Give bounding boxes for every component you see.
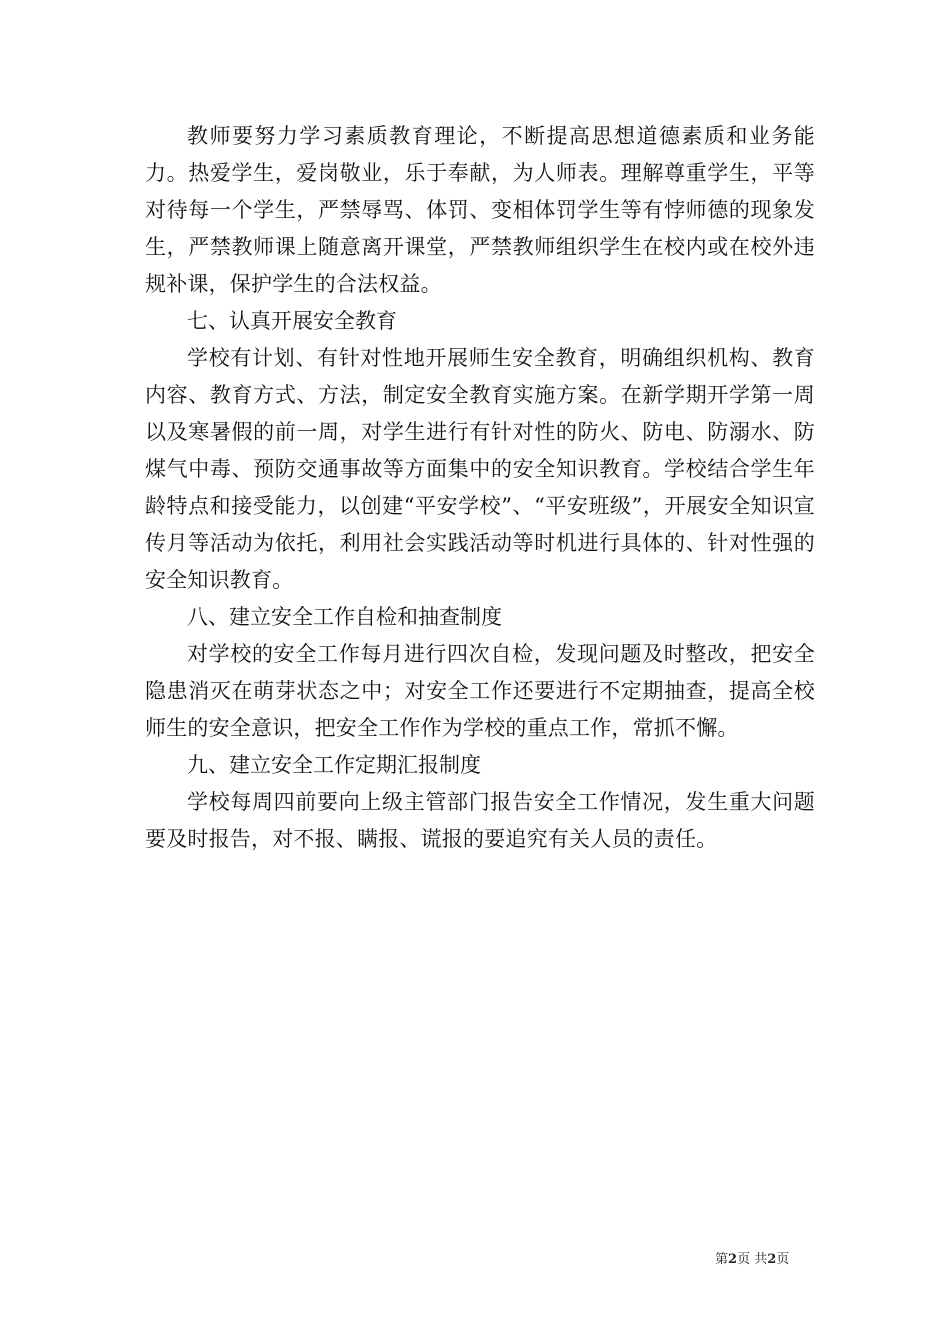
section-heading-9: 九、建立安全工作定期汇报制度 [187, 753, 481, 777]
footer-middle: 页 共 [737, 1252, 768, 1267]
paragraph-teacher-ethics: 教师要努力学习素质教育理论，不断提高思想道德素质和业务能力。热爱学生，爱岗敬业，乐于奉献，为人师表。理解尊重学生，平等对待每一个学生，严禁辱骂、体罚、变相体罚学生等有悖师德的现象发生，严禁教师课上随意离开课堂，严禁教师组织学生在校内或在校外违规补课，保护学生的合法权益。 [145, 124, 815, 296]
document-body [145, 118, 815, 858]
section-heading-7: 七、认真开展安全教育 [187, 309, 397, 333]
footer-prefix: 第 [715, 1252, 729, 1267]
footer-current-page: 2 [728, 1252, 738, 1267]
paragraph-regular-reporting: 学校每周四前要向上级主管部门报告安全工作情况，发生重大问题要及时报告，对不报、瞒报、谎报的要追究有关人员的责任。 [145, 790, 815, 851]
paragraph-safety-education: 学校有计划、有针对性地开展师生安全教育，明确组织机构、教育内容、教育方式、方法，制定安全教育实施方案。在新学期开学第一周以及寒暑假的前一周，对学生进行有针对性的防火、防电、防溺水、防煤气中毒、预防交通事故等方面集中的安全知识教育。学校结合学生年龄特点和接受能力，以创建“平安学校”、“平安班级”，开展安全知识宣传月等活动为依托，利用社会实践活动等时机进行具体的、针对性强的安全知识教育。 [145, 346, 815, 592]
page-number-footer [715, 1248, 789, 1267]
footer-total-pages: 2 [767, 1252, 777, 1267]
paragraph-self-inspection: 对学校的安全工作每月进行四次自检，发现问题及时整改，把安全隐患消灭在萌芽状态之中；对安全工作还要进行不定期抽查，提高全校师生的安全意识，把安全工作作为学校的重点工作，常抓不懈。 [145, 642, 815, 740]
footer-suffix: 页 [776, 1252, 790, 1267]
section-heading-8: 八、建立安全工作自检和抽查制度 [187, 605, 502, 629]
